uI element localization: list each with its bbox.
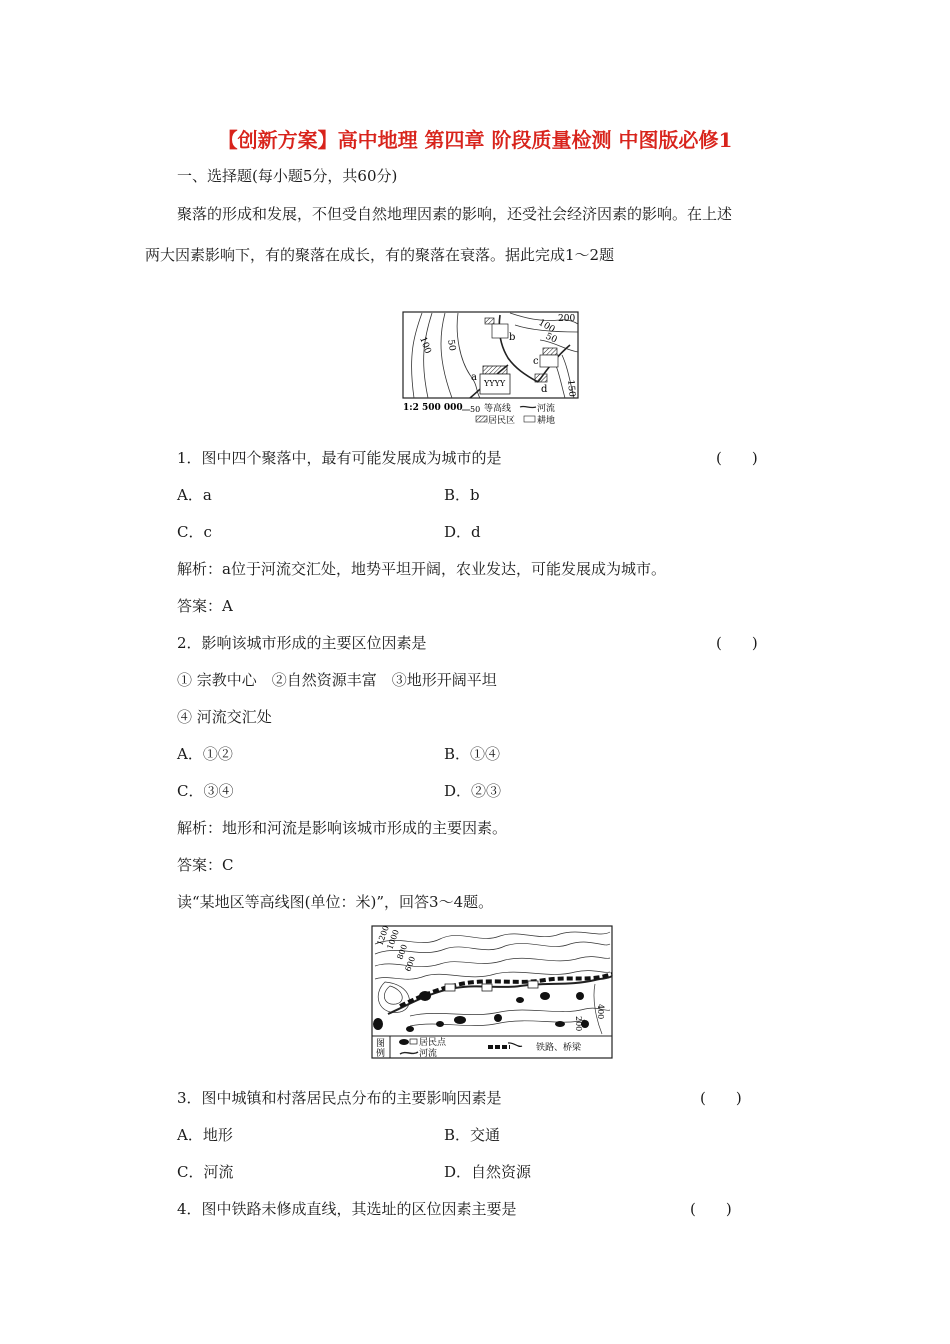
question-1-stem: 1．图中四个聚落中，最有可能发展成为城市的是 <box>177 449 502 467</box>
contour-label: 150 <box>565 379 577 398</box>
point-label-b: b <box>509 332 516 343</box>
answer-paren-1: ( ) <box>716 449 758 467</box>
intro-line-1: 聚落的形成和发展，不但受自然地理因素的影响，还受社会经济因素的影响。在上述 <box>177 205 733 223</box>
svg-text:YYYY: YYYY <box>484 379 506 388</box>
map-scale: 1:2 500 000 <box>403 403 463 413</box>
point-label-d: d <box>541 384 548 395</box>
section-heading: 一、选择题(每小题5分，共60分) <box>177 167 398 185</box>
contour-map-2 <box>370 924 615 1062</box>
svg-text:河流: 河流 <box>419 1049 438 1059</box>
contour-label: 100 <box>417 335 433 356</box>
contour-label: 200 <box>558 314 576 324</box>
option-c: C．c <box>177 523 212 541</box>
option-b: B．b <box>444 486 480 504</box>
svg-text:居民点: 居民点 <box>419 1038 447 1048</box>
contour-label: 50 <box>543 331 559 346</box>
analysis-1: 解析：a位于河流交汇处，地势平坦开阔，农业发达，可能发展成为城市。 <box>177 560 666 578</box>
answer-paren-4: ( ) <box>690 1200 732 1218</box>
question-2-items-2: ④ 河流交汇处 <box>177 708 272 726</box>
contour-label: 400 <box>596 1004 605 1020</box>
question-2-stem: 2．影响该城市形成的主要区位因素是 <box>177 634 427 652</box>
contour-label: 600 <box>403 955 418 973</box>
svg-text:河流: 河流 <box>537 404 556 414</box>
answer-paren-3: ( ) <box>700 1089 742 1107</box>
svg-text:图: 图 <box>376 1039 386 1049</box>
contour-label: 50 <box>445 338 457 352</box>
contour-label: 200 <box>574 1016 583 1032</box>
svg-text:例: 例 <box>376 1049 386 1059</box>
answer-2: 答案：C <box>177 856 234 874</box>
contour-map-1 <box>400 310 585 428</box>
question-4-stem: 4．图中铁路未修成直线，其选址的区位因素主要是 <box>177 1200 517 1218</box>
option-a: A．地形 <box>177 1126 233 1144</box>
point-label-a: a <box>471 372 477 383</box>
question-3-stem: 3．图中城镇和村落居民点分布的主要影响因素是 <box>177 1089 502 1107</box>
svg-text:耕地: 耕地 <box>537 416 556 426</box>
svg-text:铁路、桥梁: 铁路、桥梁 <box>536 1043 582 1053</box>
answer-paren-2: ( ) <box>716 634 758 652</box>
intro-line-2: 两大因素影响下，有的聚落在成长，有的聚落在衰落。据此完成1～2题 <box>145 246 615 264</box>
option-b: B．①④ <box>444 745 501 763</box>
svg-text:等高线: 等高线 <box>484 404 512 414</box>
option-d: D．自然资源 <box>444 1163 532 1181</box>
option-b: B．交通 <box>444 1126 501 1144</box>
svg-text:居民区: 居民区 <box>488 416 516 426</box>
contour-label: 1200 <box>375 924 391 947</box>
contour-label: 800 <box>395 943 410 961</box>
analysis-2: 解析：地形和河流是影响该城市形成的主要因素。 <box>177 819 508 837</box>
contour-label: 1000 <box>385 928 401 951</box>
point-label-c: c <box>533 356 539 367</box>
answer-1: 答案：A <box>177 597 233 615</box>
intro-2: 读“某地区等高线图(单位：米)”，回答3～4题。 <box>177 893 494 911</box>
contour-label: 100 <box>536 317 557 336</box>
option-c: C．河流 <box>177 1163 234 1181</box>
option-a: A．a <box>177 486 212 504</box>
option-a: A．①② <box>177 745 233 763</box>
option-d: D．d <box>444 523 481 541</box>
svg-text:50: 50 <box>470 405 481 414</box>
option-d: D．②③ <box>444 782 502 800</box>
document-title: 【创新方案】高中地理 第四章 阶段质量检测 中图版必修1 <box>217 128 733 152</box>
question-2-items-1: ① 宗教中心 ②自然资源丰富 ③地形开阔平坦 <box>177 671 497 689</box>
option-c: C．③④ <box>177 782 234 800</box>
